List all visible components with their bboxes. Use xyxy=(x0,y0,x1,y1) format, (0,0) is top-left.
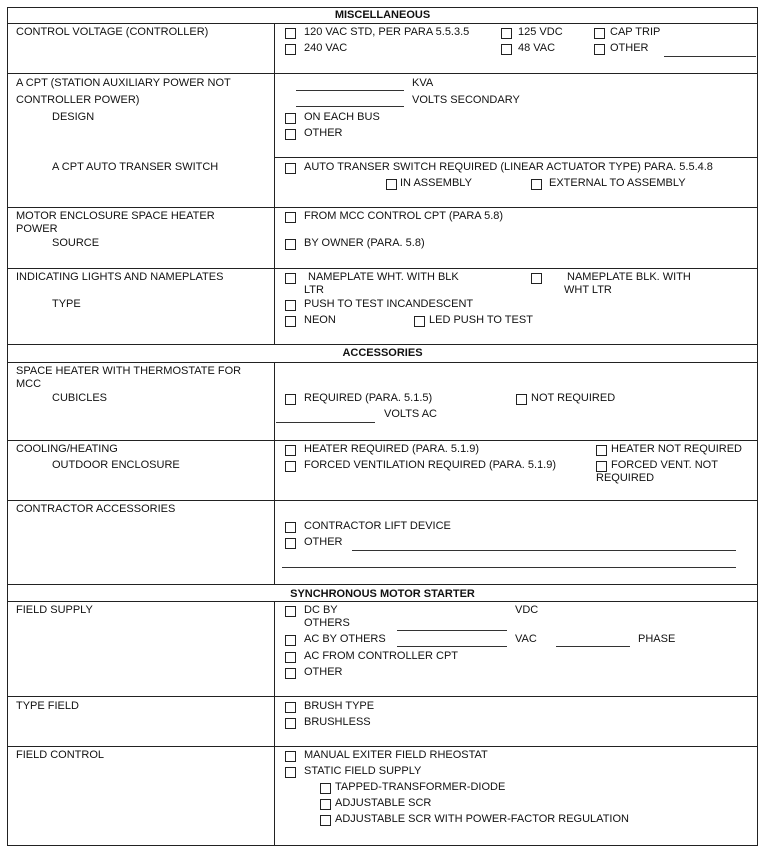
static-field-supply-label: STATIC FIELD SUPPLY xyxy=(304,765,422,777)
rule xyxy=(7,362,758,363)
rule xyxy=(7,23,758,24)
adjustable-scr-label: ADJUSTABLE SCR xyxy=(335,797,432,809)
in-assembly-label: IN ASSEMBLY xyxy=(400,177,472,189)
rule xyxy=(7,268,758,269)
checkbox-brush-type[interactable] xyxy=(285,702,296,713)
section-header-miscellaneous: MISCELLANEOUS xyxy=(334,9,431,21)
rule xyxy=(7,500,758,501)
option-cap-trip-label: CAP TRIP xyxy=(610,26,661,38)
ats-label: A CPT AUTO TRANSER SWITCH xyxy=(52,161,219,173)
space-heater-required-label: REQUIRED (PARA. 5.1.5) xyxy=(304,392,433,404)
brush-type-label: BRUSH TYPE xyxy=(304,700,375,712)
cpt-label-line2: CONTROLLER POWER) xyxy=(16,94,140,106)
push-to-test-label: PUSH TO TEST INCANDESCENT xyxy=(304,298,474,310)
checkbox-manual-exciter[interactable] xyxy=(285,751,296,762)
checkbox-on-each-bus[interactable] xyxy=(285,113,296,124)
rule xyxy=(7,73,758,74)
checkbox-nameplate-wht[interactable] xyxy=(285,273,296,284)
section-header-synchronous-motor-starter: SYNCHRONOUS MOTOR STARTER xyxy=(290,588,475,600)
checkbox-ats-required[interactable] xyxy=(285,163,296,174)
checkbox-contractor-lift[interactable] xyxy=(285,522,296,533)
field-supply-other-label: OTHER xyxy=(304,666,343,678)
ac-from-controller-cpt-label: AC FROM CONTROLLER CPT xyxy=(304,650,459,662)
nameplate-blk-label-line2: WHT LTR xyxy=(564,284,612,296)
cpt-label-line1: A CPT (STATION AUXILIARY POWER NOT xyxy=(16,77,231,89)
nameplate-wht-label-line1: NAMEPLATE WHT. WITH BLK xyxy=(308,271,459,283)
rule xyxy=(7,584,758,585)
table-bottom-border xyxy=(7,845,758,846)
checkbox-in-assembly[interactable] xyxy=(386,179,397,190)
checkbox-ac-from-controller-cpt[interactable] xyxy=(285,652,296,663)
column-divider xyxy=(274,601,275,846)
nameplate-blk-label-line1: NAMEPLATE BLK. WITH xyxy=(567,271,691,283)
space-heater-power-label-line2: POWER xyxy=(16,223,58,235)
checkbox-heater-required[interactable] xyxy=(285,445,296,456)
option-48-vac-label: 48 VAC xyxy=(518,42,556,54)
option-125-vdc-label: 125 VDC xyxy=(518,26,563,38)
checkbox-static-field-supply[interactable] xyxy=(285,767,296,778)
table-left-border xyxy=(7,7,8,846)
rule xyxy=(7,440,758,441)
table-right-border xyxy=(757,7,758,846)
external-to-assembly-label: EXTERNAL TO ASSEMBLY xyxy=(549,177,686,189)
checkbox-led-push-to-test[interactable] xyxy=(414,316,425,327)
cooling-heating-label-line2: OUTDOOR ENCLOSURE xyxy=(52,459,180,471)
checkbox-forced-vent-not-required[interactable] xyxy=(596,461,607,472)
section-header-accessories: ACCESSORIES xyxy=(342,347,423,359)
checkbox-forced-vent-required[interactable] xyxy=(285,461,296,472)
adjustable-scr-pf-label: ADJUSTABLE SCR WITH POWER-FACTOR REGULATION xyxy=(335,813,629,825)
checkbox-ac-by-others[interactable] xyxy=(285,635,296,646)
volts-secondary-input-line[interactable] xyxy=(296,106,404,107)
checkbox-field-supply-other[interactable] xyxy=(285,668,296,679)
volts-ac-label: VOLTS AC xyxy=(384,408,437,420)
rule xyxy=(7,746,758,747)
cpt-other-label: OTHER xyxy=(304,127,343,139)
checkbox-tapped-transformer-diode[interactable] xyxy=(320,783,331,794)
forced-vent-not-required-label-line2: REQUIRED xyxy=(596,472,655,484)
space-heater-label-line3: CUBICLES xyxy=(52,392,108,404)
table-top-border xyxy=(7,7,758,8)
checkbox-dc-by-others[interactable] xyxy=(285,606,296,617)
type-field-label: TYPE FIELD xyxy=(16,700,79,712)
space-heater-not-required-label: NOT REQUIRED xyxy=(531,392,616,404)
rule xyxy=(7,696,758,697)
on-each-bus-label: ON EACH BUS xyxy=(304,111,380,123)
checkbox-adjustable-scr-pf[interactable] xyxy=(320,815,331,826)
space-heater-label-line1: SPACE HEATER WITH THERMOSTATE FOR xyxy=(16,365,242,377)
contractor-accessories-label: CONTRACTOR ACCESSORIES xyxy=(16,503,176,515)
checkbox-by-owner[interactable] xyxy=(285,239,296,250)
kva-label: KVA xyxy=(412,77,434,89)
led-push-to-test-label: LED PUSH TO TEST xyxy=(429,314,533,326)
rule xyxy=(7,344,758,345)
tapped-transformer-diode-label: TAPPED-TRANSFORMER-DIODE xyxy=(335,781,506,793)
checkbox-space-heater-required[interactable] xyxy=(285,394,296,405)
indicating-lights-type-label: TYPE xyxy=(52,298,81,310)
column-divider xyxy=(274,362,275,585)
contractor-other-input-line-2[interactable] xyxy=(282,567,736,568)
phase-label: PHASE xyxy=(638,633,676,645)
checkbox-cap-trip[interactable] xyxy=(594,28,605,39)
checkbox-adjustable-scr[interactable] xyxy=(320,799,331,810)
nameplate-wht-label-line2: LTR xyxy=(304,284,324,296)
checkbox-other-voltage[interactable] xyxy=(594,44,605,55)
space-heater-power-label-line1: MOTOR ENCLOSURE SPACE HEATER xyxy=(16,210,215,222)
checkbox-contractor-other[interactable] xyxy=(285,538,296,549)
checkbox-nameplate-blk[interactable] xyxy=(531,273,542,284)
rule xyxy=(7,601,758,602)
forced-vent-required-label: FORCED VENTILATION REQUIRED (PARA. 5.1.9) xyxy=(304,459,557,471)
dc-voltage-input-line[interactable] xyxy=(397,630,507,631)
heater-required-label: HEATER REQUIRED (PARA. 5.1.9) xyxy=(304,443,480,455)
manual-exciter-label: MANUAL EXITER FIELD RHEOSTAT xyxy=(304,749,488,761)
neon-label: NEON xyxy=(304,314,336,326)
ats-required-label: AUTO TRANSER SWITCH REQUIRED (LINEAR ACTUATOR TYPE) PARA. 5.5.4.8 xyxy=(304,161,713,173)
field-control-label: FIELD CONTROL xyxy=(16,749,105,761)
checkbox-120-vac[interactable] xyxy=(285,28,296,39)
from-mcc-cpt-label: FROM MCC CONTROL CPT (PARA 5.8) xyxy=(304,210,504,222)
checkbox-neon[interactable] xyxy=(285,316,296,327)
checkbox-from-mcc-cpt[interactable] xyxy=(285,212,296,223)
volts-ac-input-line[interactable] xyxy=(276,422,375,423)
option-120-vac-label: 120 VAC STD, PER PARA 5.5.3.5 xyxy=(304,26,470,38)
rule xyxy=(274,157,758,158)
option-other-voltage-label: OTHER xyxy=(610,42,649,54)
heater-not-required-label: HEATER NOT REQUIRED xyxy=(611,443,742,455)
field-supply-label: FIELD SUPPLY xyxy=(16,604,93,616)
checkbox-cpt-other[interactable] xyxy=(285,129,296,140)
contractor-other-input-line[interactable] xyxy=(352,550,736,551)
checkbox-240-vac[interactable] xyxy=(285,44,296,55)
contractor-other-label: OTHER xyxy=(304,536,343,548)
checkbox-brushless[interactable] xyxy=(285,718,296,729)
vdc-label: VDC xyxy=(515,604,539,616)
checkbox-heater-not-required[interactable] xyxy=(596,445,607,456)
column-divider xyxy=(274,23,275,345)
other-voltage-input-line[interactable] xyxy=(664,56,756,57)
volts-secondary-label: VOLTS SECONDARY xyxy=(412,94,520,106)
indicating-lights-label: INDICATING LIGHTS AND NAMEPLATES xyxy=(16,271,224,283)
space-heater-power-label-line3: SOURCE xyxy=(52,237,100,249)
kva-input-line[interactable] xyxy=(296,90,404,91)
control-voltage-label: CONTROL VOLTAGE (CONTROLLER) xyxy=(16,26,209,38)
vac-label: VAC xyxy=(515,633,537,645)
phase-input-line[interactable] xyxy=(556,646,630,647)
by-owner-label: BY OWNER (PARA. 5.8) xyxy=(304,237,425,249)
ac-by-others-label: AC BY OTHERS xyxy=(304,633,386,645)
contractor-lift-label: CONTRACTOR LIFT DEVICE xyxy=(304,520,451,532)
checkbox-48-vac[interactable] xyxy=(501,44,512,55)
dc-by-others-label-line2: OTHERS xyxy=(304,617,350,629)
dc-by-others-label-line1: DC BY xyxy=(304,604,338,616)
brushless-label: BRUSHLESS xyxy=(304,716,371,728)
option-240-vac-label: 240 VAC xyxy=(304,42,348,54)
checkbox-external-to-assembly[interactable] xyxy=(531,179,542,190)
checkbox-125-vdc[interactable] xyxy=(501,28,512,39)
checkbox-space-heater-not-required[interactable] xyxy=(516,394,527,405)
ac-voltage-input-line[interactable] xyxy=(397,646,507,647)
cooling-heating-label-line1: COOLING/HEATING xyxy=(16,443,118,455)
forced-vent-not-required-label-line1: FORCED VENT. NOT xyxy=(611,459,718,471)
cpt-design-label: DESIGN xyxy=(52,111,95,123)
checkbox-push-to-test[interactable] xyxy=(285,300,296,311)
space-heater-label-line2: MCC xyxy=(16,378,42,390)
rule xyxy=(7,207,758,208)
